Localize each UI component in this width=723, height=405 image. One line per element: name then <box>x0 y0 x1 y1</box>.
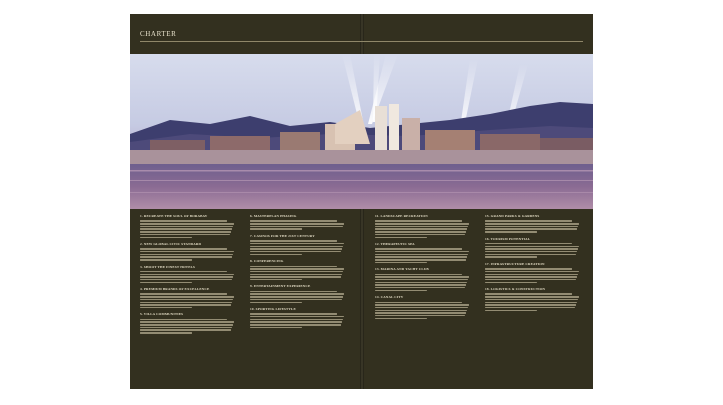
section-body-text <box>485 293 580 311</box>
charter-section <box>375 295 470 319</box>
text-line <box>250 296 343 297</box>
section-body-text <box>140 319 235 334</box>
text-line <box>375 234 465 235</box>
section-heading: 5. VILLA COMMUNITIES <box>140 312 184 317</box>
text-line <box>250 321 342 322</box>
text-line <box>250 243 344 244</box>
text-line <box>140 226 233 227</box>
section-body-text <box>485 268 580 283</box>
text-line <box>485 254 576 255</box>
section-heading: 10. SPORTING LIFESTYLE <box>250 306 296 311</box>
section-heading: 9. ENTERTAINMENT EXPERIENCE <box>250 284 311 289</box>
text-line <box>250 271 343 272</box>
section-body-text <box>375 274 470 292</box>
charter-section <box>140 312 235 333</box>
charter-section <box>250 259 345 280</box>
text-line <box>140 296 234 297</box>
text-line <box>140 302 232 303</box>
text-line <box>375 304 469 305</box>
text-line <box>140 220 227 221</box>
text-line <box>375 259 466 260</box>
text-line <box>140 293 227 294</box>
section-heading: 2. NEW GLOBAL CIVIC STANDARD <box>140 241 202 246</box>
text-line <box>485 302 577 303</box>
charter-section <box>375 267 470 291</box>
charter-section <box>140 287 235 308</box>
text-line <box>140 251 234 252</box>
text-line <box>250 291 337 292</box>
section-heading: 12. THERAPEUTIC SPA <box>375 241 415 246</box>
section-body-text <box>485 243 580 258</box>
text-line <box>140 256 232 257</box>
text-line <box>485 251 577 252</box>
text-line <box>250 327 302 328</box>
page-title: CHARTER <box>140 30 177 38</box>
text-line <box>140 282 192 283</box>
section-heading: 16. TOURISM POTENTIAL <box>485 236 531 241</box>
text-line <box>485 223 579 224</box>
text-line <box>485 274 578 275</box>
text-line <box>375 287 465 288</box>
text-line <box>375 223 469 224</box>
charter-section <box>375 242 470 263</box>
text-line <box>375 312 466 313</box>
text-line <box>375 276 469 277</box>
text-line <box>140 271 227 272</box>
text-line <box>140 234 230 235</box>
text-line <box>375 284 466 285</box>
charter-section <box>485 262 580 283</box>
section-body-text <box>375 302 470 320</box>
text-line <box>250 226 343 227</box>
section-body-text <box>140 248 235 260</box>
text-line <box>485 268 572 269</box>
text-line <box>140 327 232 328</box>
text-line <box>250 279 302 280</box>
column-4 <box>485 214 580 315</box>
text-line <box>250 313 337 314</box>
charter-section <box>485 214 580 233</box>
text-line <box>485 256 537 257</box>
text-line <box>375 282 467 283</box>
text-line <box>140 259 192 260</box>
section-body-text <box>140 220 235 238</box>
text-line <box>140 304 231 305</box>
text-line <box>485 243 572 244</box>
text-line <box>250 276 341 277</box>
section-body-text <box>250 266 345 281</box>
text-line <box>140 228 232 229</box>
text-line <box>250 266 337 267</box>
text-line <box>485 310 537 311</box>
text-line <box>250 223 344 224</box>
section-heading: 7. CASINOS FOR THE 21ST CENTURY <box>250 233 315 238</box>
section-heading: 17. INFRASTRUCTURE CREATION <box>485 261 545 266</box>
text-line <box>140 223 234 224</box>
section-body-text <box>250 291 345 303</box>
text-line <box>250 248 342 249</box>
charter-section <box>485 287 580 311</box>
text-line <box>485 248 578 249</box>
text-line <box>250 302 302 303</box>
text-line <box>140 307 192 308</box>
text-line <box>140 254 233 255</box>
text-line <box>375 237 427 238</box>
text-line <box>250 268 344 269</box>
section-body-text <box>485 220 580 232</box>
text-line <box>375 310 467 311</box>
text-line <box>250 324 341 325</box>
text-line <box>375 254 468 255</box>
text-line <box>485 293 572 294</box>
charter-section <box>140 214 235 238</box>
text-line <box>485 296 579 297</box>
charter-columns <box>130 214 593 384</box>
section-body-text <box>250 313 345 328</box>
section-body-text <box>250 220 345 229</box>
section-heading: 13. MARINA AND YACHT CLUB <box>375 267 429 272</box>
text-line <box>250 246 343 247</box>
text-line <box>485 271 579 272</box>
text-line <box>140 324 233 325</box>
section-body-text <box>140 293 235 308</box>
text-line <box>375 228 467 229</box>
section-body-text <box>140 271 235 283</box>
text-line <box>250 228 302 229</box>
text-line <box>250 220 337 221</box>
section-heading: 6. MASTERPLAN PHASING <box>250 214 297 218</box>
text-line <box>140 329 231 330</box>
text-line <box>375 262 427 263</box>
section-body-text <box>375 220 470 238</box>
text-line <box>250 251 341 252</box>
charter-section <box>250 307 345 328</box>
charter-section <box>140 265 235 284</box>
text-line <box>375 290 427 291</box>
text-line <box>250 274 342 275</box>
charter-section <box>250 214 345 230</box>
charter-section <box>375 214 470 238</box>
text-line <box>485 220 572 221</box>
section-heading: 8. CONFERENCING <box>250 259 284 264</box>
text-line <box>375 248 462 249</box>
text-line <box>485 276 577 277</box>
section-body-text <box>375 248 470 263</box>
text-line <box>485 307 575 308</box>
text-line <box>485 279 576 280</box>
charter-section <box>250 234 345 255</box>
text-line <box>485 246 579 247</box>
text-line <box>485 226 578 227</box>
text-line <box>250 299 342 300</box>
text-line <box>250 293 344 294</box>
title-rule <box>140 41 583 42</box>
column-2 <box>250 214 345 332</box>
text-line <box>375 231 466 232</box>
text-line <box>375 315 465 316</box>
section-heading: 14. CANAL CITY <box>375 295 404 300</box>
text-line <box>250 254 302 255</box>
text-line <box>375 318 427 319</box>
text-line <box>250 316 344 317</box>
text-line <box>140 248 227 249</box>
text-line <box>485 231 537 232</box>
column-1 <box>140 214 235 338</box>
text-line <box>250 240 337 241</box>
text-line <box>485 304 576 305</box>
text-line <box>375 279 468 280</box>
text-line <box>485 228 577 229</box>
section-heading: 1. RECREATE THE SOUL OF BORABAY <box>140 214 208 218</box>
section-heading: 4. PREMIUM BRANDS OF EXCELLENCE <box>140 287 210 292</box>
text-line <box>485 282 537 283</box>
text-line <box>140 321 234 322</box>
section-heading: 11. LANDSCAPE RECREATION <box>375 214 428 218</box>
text-line <box>375 226 468 227</box>
text-line <box>140 274 234 275</box>
text-line <box>140 319 227 320</box>
text-line <box>375 256 467 257</box>
text-line <box>375 220 462 221</box>
text-line <box>485 299 578 300</box>
charter-section <box>140 242 235 261</box>
text-line <box>140 237 192 238</box>
text-line <box>140 332 192 333</box>
text-line <box>140 231 231 232</box>
text-line <box>375 302 462 303</box>
text-line <box>375 251 469 252</box>
text-line <box>140 279 232 280</box>
resort-rendering-image <box>130 54 593 209</box>
section-heading: 15. GRAND PARKS & GARDENS <box>485 214 540 218</box>
column-3 <box>375 214 470 323</box>
text-line <box>140 299 233 300</box>
charter-section <box>250 284 345 303</box>
text-line <box>375 274 462 275</box>
section-body-text <box>250 240 345 255</box>
text-line <box>250 319 343 320</box>
brochure-spread <box>130 14 593 389</box>
section-heading: 18. LOGISTICS & CONSTRUCTION <box>485 287 546 292</box>
text-line <box>375 307 468 308</box>
charter-section <box>485 237 580 258</box>
text-line <box>140 276 233 277</box>
section-heading: 3. SHOOT THE FINEST HOTELS <box>140 264 196 269</box>
